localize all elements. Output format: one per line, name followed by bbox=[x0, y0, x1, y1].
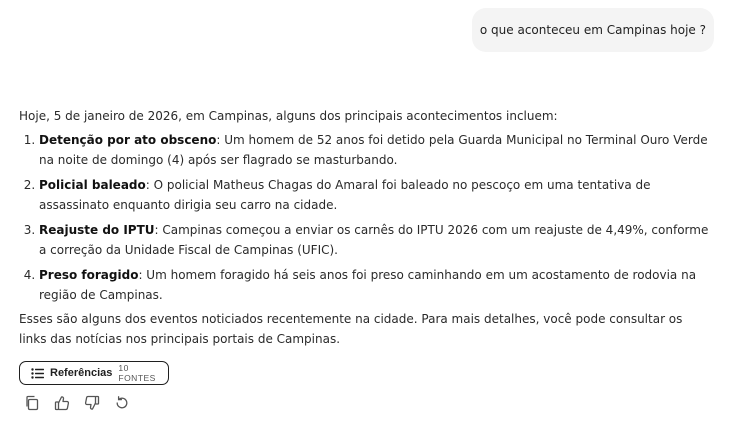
assistant-answer bbox=[19, 106, 709, 349]
list-item bbox=[39, 265, 709, 305]
item-title: Policial baleado bbox=[39, 178, 146, 192]
list-icon bbox=[31, 368, 44, 379]
message-actions bbox=[24, 395, 130, 411]
item-text: : Campinas começou a enviar os carnês do IPTU 2026 com um reajuste de 4,49%, conforme a correção da Unidade Fiscal de Campinas (UFIC). bbox=[39, 223, 709, 257]
item-text: : Um homem foragido há seis anos foi preso caminhando em um acostamento de rodovia na região de Campinas. bbox=[39, 268, 697, 302]
item-title: Preso foragido bbox=[39, 268, 139, 282]
item-title: Reajuste do IPTU bbox=[39, 223, 155, 237]
thumbs-up-icon[interactable] bbox=[54, 395, 70, 411]
list-item bbox=[39, 220, 709, 260]
user-message-bubble bbox=[472, 8, 714, 52]
list-item bbox=[39, 130, 709, 170]
references-label: Referências bbox=[50, 367, 113, 379]
references-button[interactable] bbox=[19, 361, 169, 385]
user-message-text: o que aconteceu em Campinas hoje ? bbox=[479, 23, 706, 37]
list-item bbox=[39, 175, 709, 215]
copy-icon[interactable] bbox=[24, 395, 40, 411]
regenerate-icon[interactable] bbox=[114, 395, 130, 411]
answer-intro: Hoje, 5 de janeiro de 2026, em Campinas, alguns dos principais acontecimentos incluem: bbox=[19, 109, 558, 123]
answer-closing: Esses são alguns dos eventos noticiados recentemente na cidade. Para mais detalhes, você pode consultar os links das notícias nos principais portais de Campinas. bbox=[19, 312, 683, 346]
item-text: : Um homem de 52 anos foi detido pela Guarda Municipal no Terminal Ouro Verde na noite de domingo (4) após ser flagrado se masturbando. bbox=[39, 133, 708, 167]
thumbs-down-icon[interactable] bbox=[84, 395, 100, 411]
events-list bbox=[19, 130, 709, 305]
references-count: 10 FONTES bbox=[118, 363, 156, 383]
item-text: : O policial Matheus Chagas do Amaral foi baleado no pescoço em uma tentativa de assassinato enquanto dirigia seu carro na cidade. bbox=[39, 178, 651, 212]
item-title: Detenção por ato obsceno bbox=[39, 133, 217, 147]
